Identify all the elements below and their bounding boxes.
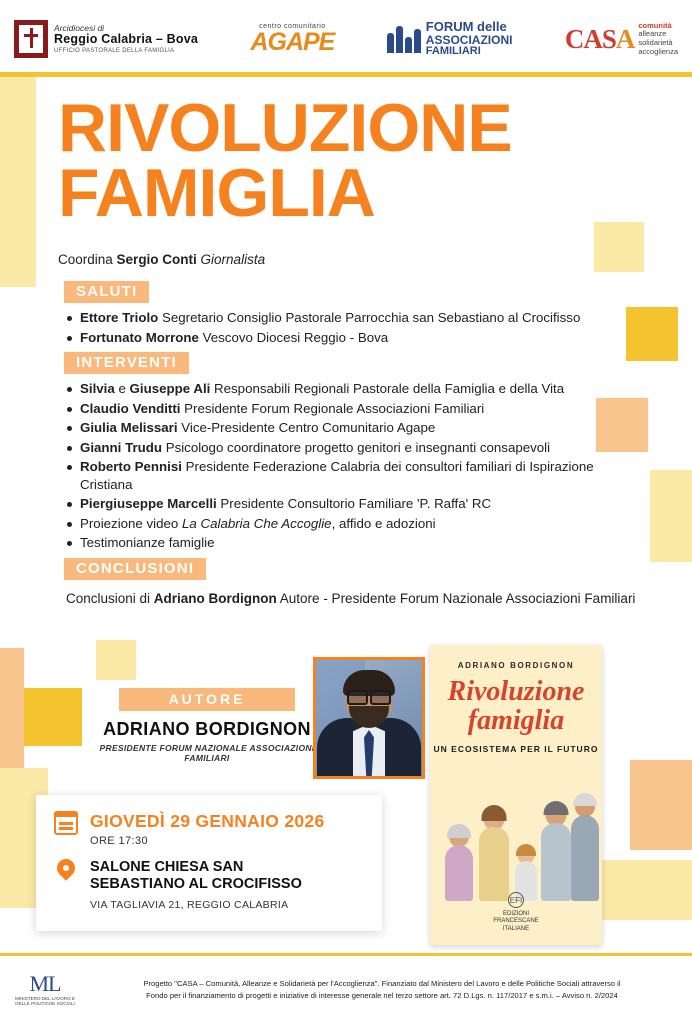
logo-bar bbox=[0, 0, 692, 72]
forum-line3: FAMILIARI bbox=[425, 45, 481, 58]
agape-line2: AGAPE bbox=[250, 28, 335, 56]
book-cover bbox=[430, 645, 602, 945]
section-heading-interventi: INTERVENTI bbox=[64, 352, 189, 374]
event-venue-line2: SEBASTIANO AL CROCIFISSO bbox=[90, 876, 302, 893]
book-publisher bbox=[430, 892, 602, 934]
logo-forum bbox=[387, 20, 513, 58]
program-content bbox=[58, 252, 636, 608]
casa-word4: accoglienza bbox=[638, 46, 678, 56]
event-address: VIA TAGLIAVIA 21, REGGIO CALABRIA bbox=[90, 898, 289, 911]
decor-square bbox=[24, 688, 82, 746]
header-divider bbox=[0, 72, 692, 77]
event-info-card bbox=[36, 795, 382, 931]
author-name: ADRIANO BORDIGNON bbox=[103, 719, 311, 739]
list-item: Silvia e Giuseppe Ali Responsabili Regionali Pastorale della Famiglia e della Vita bbox=[62, 380, 636, 398]
section-heading-saluti: SALUTI bbox=[64, 281, 149, 303]
footer-line2: Fondo per il finanziamento di progetti e iniziative di interesse generale nel terzo settore art. 72 D.Lgs. n. 117/2017 e s.m.i. – Avviso n. 2/2024 bbox=[146, 990, 618, 1000]
crest-icon bbox=[14, 20, 48, 58]
list-item: Ettore Triolo Segretario Consiglio Pastorale Parrocchia san Sebastiano al Crocifisso bbox=[62, 309, 636, 327]
publisher-line3: ITALIANE bbox=[502, 925, 530, 932]
forum-line1: FORUM delle bbox=[425, 19, 507, 35]
author-role: PRESIDENTE FORUM NAZIONALE ASSOCIAZIONI FAMILIARI bbox=[99, 743, 315, 763]
casa-word3: solidarietà bbox=[638, 38, 673, 47]
casa-word2: alleanze bbox=[638, 29, 667, 39]
decor-square bbox=[96, 640, 136, 680]
page-title bbox=[58, 90, 658, 231]
event-venue-line1: SALONE CHIESA SAN bbox=[90, 859, 244, 875]
calendar-icon bbox=[54, 811, 78, 835]
ministry-caption: MINISTERO DEL LAVORO E DELLE POLITICHE SOCIALI bbox=[15, 996, 75, 1007]
decor-square bbox=[0, 648, 24, 768]
list-item: Claudio Venditti Presidente Forum Regionale Associazioni Familiari bbox=[62, 400, 636, 418]
list-item: Proiezione video La Calabria Che Accoglie, affido e adozioni bbox=[62, 515, 636, 533]
list-item: Roberto Pennisi Presidente Federazione Calabria dei consultori familiari di Ispirazione Cristiana bbox=[62, 458, 636, 493]
location-pin-icon bbox=[54, 859, 78, 883]
title-line-1: RIVOLUZIONE bbox=[58, 90, 512, 166]
book-subtitle: UN ECOSISTEMA PER IL FUTURO bbox=[433, 744, 599, 755]
coordinator-name: Sergio Conti bbox=[116, 252, 197, 267]
list-item: Piergiuseppe Marcelli Presidente Consultorio Familiare 'P. Raffa' RC bbox=[62, 495, 636, 513]
list-item: Testimonianze famiglie bbox=[62, 534, 636, 552]
decor-square bbox=[650, 470, 692, 562]
agape-line1: centro comunitario bbox=[259, 23, 326, 30]
decor-square bbox=[630, 760, 692, 850]
people-icon bbox=[387, 26, 421, 53]
glasses-icon bbox=[347, 690, 391, 701]
book-title-line2: famiglia bbox=[467, 704, 565, 736]
decor-square bbox=[600, 860, 692, 920]
saluti-list bbox=[62, 309, 636, 346]
diocese-line1: Arcidiocesi di bbox=[54, 22, 105, 33]
author-photo bbox=[313, 657, 425, 779]
list-item: Fortunato Morrone Vescovo Diocesi Reggio - Bova bbox=[62, 329, 636, 347]
book-title-line1: Rivoluzione bbox=[447, 676, 585, 707]
diocese-line3: UFFICIO PASTORALE DELLA FAMIGLIA bbox=[54, 47, 175, 54]
publisher-line1: EDIZIONI bbox=[502, 910, 529, 917]
date-row bbox=[54, 811, 364, 847]
diocese-line2: Reggio Calabria – Bova bbox=[54, 32, 199, 46]
publisher-line2: FRANCESCANE bbox=[493, 918, 539, 924]
location-row bbox=[54, 859, 364, 911]
event-time: ORE 17:30 bbox=[90, 835, 149, 847]
list-item: Gianni Trudu Psicologo coordinatore progetto genitori e insegnanti consapevoli bbox=[62, 439, 636, 457]
event-date: GIOVEDÌ 29 GENNAIO 2026 bbox=[90, 811, 325, 831]
logo-diocesi bbox=[14, 20, 198, 58]
list-item: Giulia Melissari Vice-Presidente Centro Comunitario Agape bbox=[62, 419, 636, 437]
footer bbox=[0, 953, 692, 1023]
section-heading-conclusioni: CONCLUSIONI bbox=[64, 558, 206, 580]
family-illustration bbox=[430, 773, 602, 901]
footer-line1: Progetto "CASA – Comunità, Alleanze e Solidarietà per l'Accoglienza". Finanziato dal Ministero del Lavoro e delle Politiche Sociali attraverso il bbox=[143, 979, 621, 989]
coordinator-role: Giornalista bbox=[196, 252, 266, 267]
coordinator-line: Coordina Sergio Conti Giornalista bbox=[58, 252, 266, 267]
book-author: ADRIANO BORDIGNON bbox=[457, 661, 575, 670]
casa-wordmark: CASA bbox=[564, 23, 635, 54]
forum-line2: ASSOCIAZIONI bbox=[425, 32, 513, 47]
logo-agape bbox=[250, 23, 334, 55]
casa-word1: comunità bbox=[638, 20, 672, 30]
conclusioni-text: Conclusioni di Adriano Bordignon Autore - Presidente Forum Nazionale Associazioni Familiari bbox=[66, 591, 636, 607]
ministry-logo bbox=[14, 972, 76, 1007]
publisher-mark-icon: EFI bbox=[508, 892, 524, 908]
ministry-mark: ML bbox=[29, 971, 61, 997]
author-tag: AUTORE bbox=[119, 688, 295, 711]
title-line-2: FAMIGLIA bbox=[58, 154, 375, 231]
author-block bbox=[96, 688, 318, 763]
decor-square bbox=[0, 77, 36, 287]
interventi-list bbox=[62, 380, 636, 552]
logo-casa bbox=[565, 22, 678, 57]
footer-disclaimer bbox=[86, 978, 678, 1001]
